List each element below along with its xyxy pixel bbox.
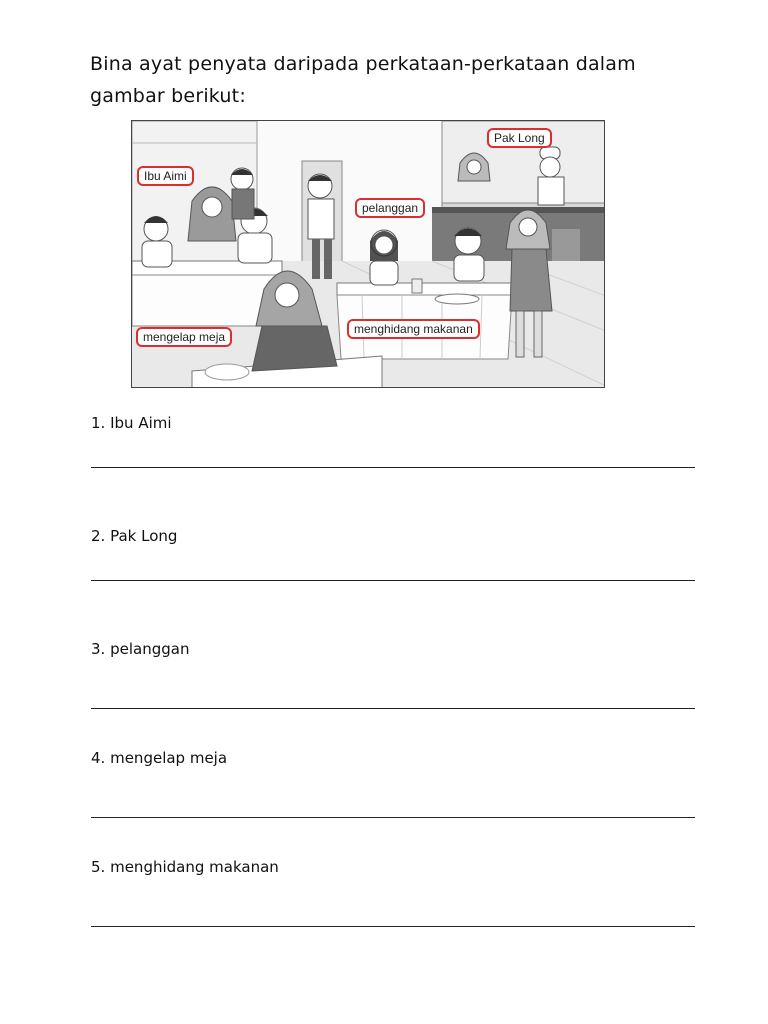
restaurant-illustration [131,120,605,388]
label-ibu-aimi: Ibu Aimi [137,166,194,186]
answer-line-2[interactable] [91,580,695,581]
question-number: 2. [91,527,106,545]
question-number: 1. [91,414,106,432]
question-word: Ibu Aimi [110,414,172,432]
answer-line-5[interactable] [91,926,695,927]
answer-line-4[interactable] [91,817,695,818]
question-word: pelanggan [110,640,190,658]
label-pak-long: Pak Long [487,128,552,148]
question-5 [91,858,279,876]
question-word: mengelap meja [110,749,228,767]
label-menghidang-makanan: menghidang makanan [347,319,480,339]
question-2 [91,527,177,545]
question-word: Pak Long [110,527,178,545]
instruction-text: Bina ayat penyata daripada perkataan-perkataan dalam gambar berikut: [90,53,636,107]
restaurant-scene-drawing [132,121,605,388]
answer-line-3[interactable] [91,708,695,709]
label-pelanggan: pelanggan [355,198,425,218]
question-number: 5. [91,858,106,876]
question-number: 3. [91,640,106,658]
question-number: 4. [91,749,106,767]
label-mengelap-meja: mengelap meja [136,327,232,347]
question-word: menghidang makanan [110,858,279,876]
answer-line-1[interactable] [91,467,695,468]
question-3 [91,640,189,658]
question-1 [91,414,172,432]
question-4 [91,749,227,767]
